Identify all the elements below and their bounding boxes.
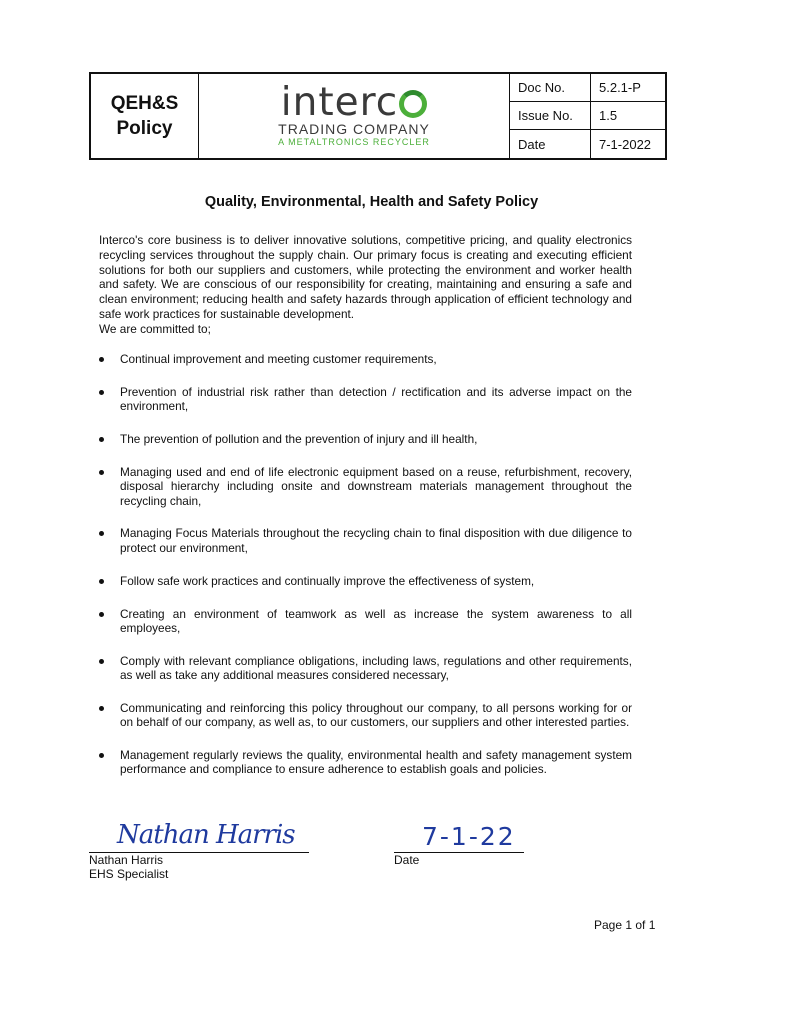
document-header-table: [89, 72, 667, 160]
logo-subtitle: TRADING COMPANY: [278, 121, 430, 137]
logo-tagline: A METALTRONICS RECYCLER: [278, 137, 430, 147]
list-item: The prevention of pollution and the prevention of injury and ill health,: [99, 432, 632, 446]
bullet-icon: [99, 706, 104, 711]
signature-block: [89, 820, 309, 881]
logo-ring-icon: [399, 90, 427, 118]
issue-no-label: Issue No.: [510, 102, 591, 130]
committed-intro: We are committed to;: [99, 322, 211, 336]
list-item: Creating an environment of teamwork as well as increase the system awareness to all employees,: [99, 607, 632, 636]
policy-title-line1: QEH&S: [110, 93, 179, 114]
signer-name: Nathan Harris: [89, 853, 164, 867]
bullet-icon: [99, 390, 104, 395]
bullet-icon: [99, 753, 104, 758]
company-logo: [199, 74, 510, 158]
bullet-icon: [99, 437, 104, 442]
bullet-icon: [99, 659, 104, 664]
logo-wordmark: interc: [281, 84, 427, 122]
intro-paragraph: Interco's core business is to deliver innovative solutions, competitive pricing, and quality electronics recycling services throughout the supply chain. Our primary focus is creating and executing efficient solutions for both our suppliers and customers, while protecting the environment and worker health and safety. We are conscious of our responsibility for creating, maintaining and ensuring a safe and clean environment; reducing health and safety hazards through application of efficient technology and safe work practices for sustainable development.: [99, 233, 632, 321]
signer-role: EHS Specialist: [89, 867, 169, 881]
doc-no-label: Doc No.: [510, 74, 591, 102]
document-meta-grid: [510, 74, 665, 158]
list-item: Managing used and end of life electronic equipment based on a reuse, refurbishment, recovery, disposal hierarchy including onsite and downstream materials management throughout the recycling chain,: [99, 465, 632, 508]
date-line: [394, 822, 524, 853]
doc-no-value: 5.2.1-P: [591, 74, 665, 102]
bullet-icon: [99, 470, 104, 475]
bullet-icon: [99, 579, 104, 584]
issue-no-value: 1.5: [591, 102, 665, 130]
list-item: Comply with relevant compliance obligations, including laws, regulations and other requirements, as well as take any additional measures considered necessary,: [99, 654, 632, 683]
handwritten-signature: Nathan Harris: [117, 820, 295, 850]
bullet-icon: [99, 612, 104, 617]
list-item: Follow safe work practices and continually improve the effectiveness of system,: [99, 574, 632, 588]
date-value-cell: 7-1-2022: [599, 136, 652, 152]
signature-date-block: [394, 822, 524, 867]
date-label-cell: Date: [510, 130, 591, 158]
signature-line: [89, 820, 309, 853]
list-item: Communicating and reinforcing this policy throughout our company, to all persons working for or on behalf of our company, as well as, to our customers, our suppliers and other interested parties.: [99, 701, 632, 730]
policy-title-cell: [91, 74, 199, 158]
bullet-icon: [99, 357, 104, 362]
bullet-icon: [99, 531, 104, 536]
commitments-list: [99, 352, 632, 795]
list-item: Prevention of industrial risk rather than detection / rectification and its adverse impact on the environment,: [99, 385, 632, 414]
list-item: Managing Focus Materials throughout the recycling chain to final disposition with due diligence to protect our environment,: [99, 526, 632, 555]
document-title: Quality, Environmental, Health and Safety Policy: [204, 194, 539, 210]
page-number: Page 1 of 1: [594, 918, 656, 932]
date-label: Date: [394, 853, 420, 867]
policy-title-line2: Policy: [116, 118, 173, 139]
list-item: Continual improvement and meeting customer requirements,: [99, 352, 632, 366]
list-item: Management regularly reviews the quality, environmental health and safety management system performance and compliance to ensure adherence to establish goals and policies.: [99, 748, 632, 777]
handwritten-date: 7-1-22: [422, 822, 516, 851]
